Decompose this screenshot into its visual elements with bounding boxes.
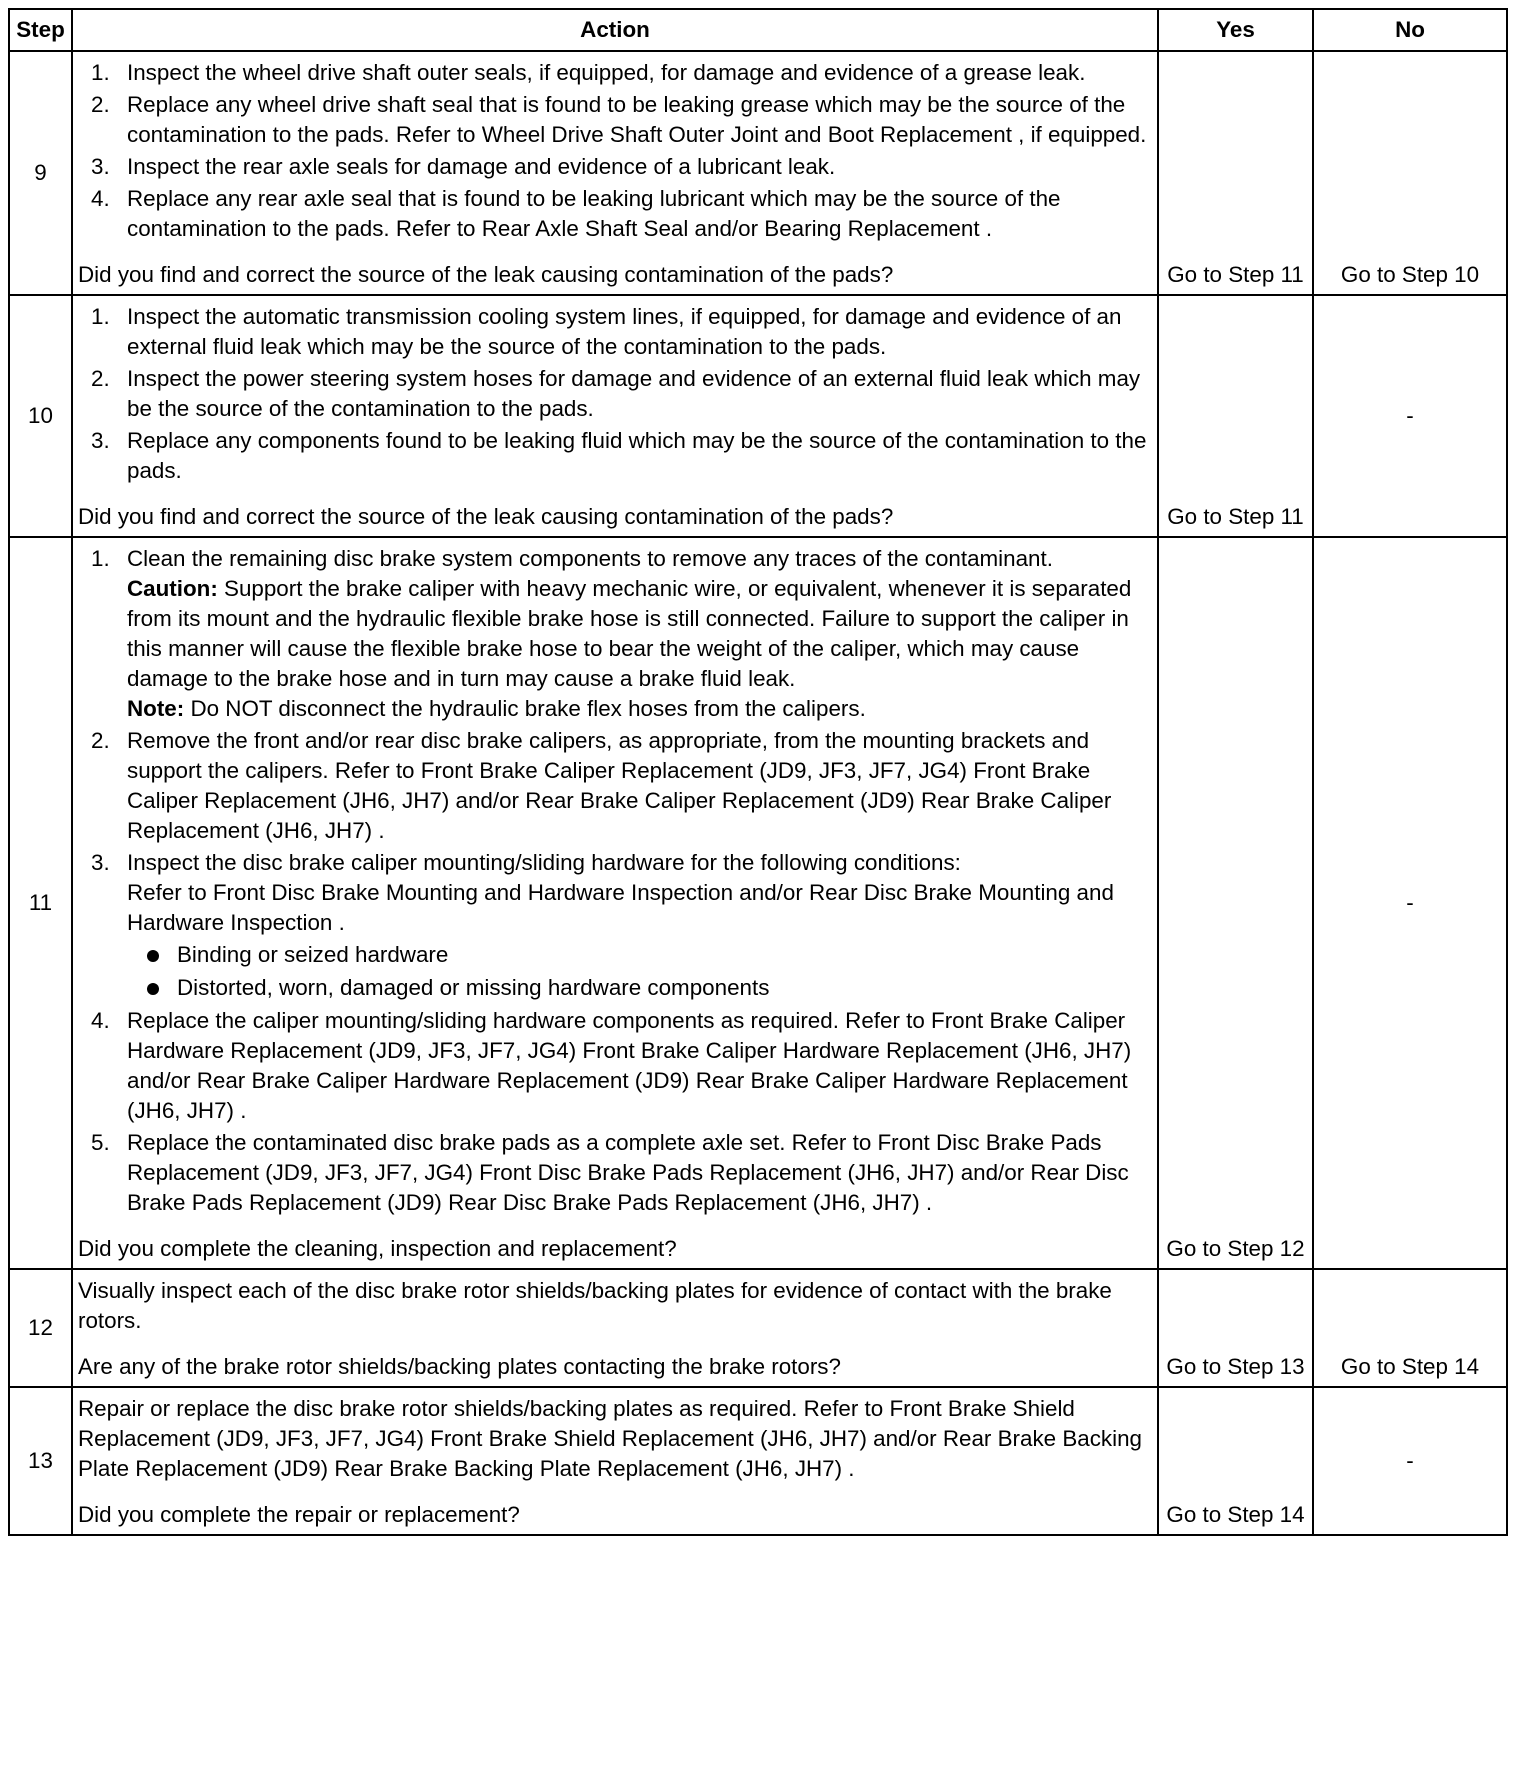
- header-yes: Yes: [1158, 9, 1313, 51]
- action-list: [78, 544, 1153, 1218]
- header-action: Action: [72, 9, 1158, 51]
- step-number: 10: [9, 295, 72, 537]
- table-row: [9, 1269, 1507, 1387]
- action-cell: [72, 295, 1158, 537]
- item-number: 5.: [91, 1130, 110, 1155]
- list-item: [91, 1128, 1153, 1218]
- table-row: [9, 537, 1507, 1269]
- no-cell: [1313, 1387, 1507, 1535]
- yes-cell: [1158, 295, 1313, 537]
- list-item: [91, 90, 1153, 150]
- list-item: [91, 544, 1153, 724]
- list-item: [91, 1006, 1153, 1126]
- no-cell: [1313, 1269, 1507, 1387]
- info-note: [127, 694, 1153, 724]
- yes-cell: [1158, 537, 1313, 1269]
- item-text: Inspect the rear axle seals for damage and evidence of a lubricant leak.: [127, 154, 836, 179]
- item-text: Clean the remaining disc brake system components to remove any traces of the contaminant.: [127, 546, 1053, 571]
- item-text: Replace the contaminated disc brake pads as a complete axle set. Refer to Front Disc Brake Pads Replacement (JD9, JF3, JF7, JG4) Front Disc Brake Pads Replacement (JH6, JH7) and/or Rear Disc Brake Pads Replacement (JD9) Rear Disc Brake Pads Replacement (JH6, JH7) .: [127, 1130, 1129, 1215]
- no-cell: [1313, 537, 1507, 1269]
- action-text: Repair or replace the disc brake rotor shields/backing plates as required. Refer to Front Brake Shield Replacement (JD9, JF3, JF7, JG4) Front Brake Shield Replacement (JH6, JH7) and/or Rear Brake Backing Plate Replacement (JD9) Rear Brake Backing Plate Replacement (JH6, JH7) .: [78, 1396, 1142, 1481]
- action-cell: [72, 1387, 1158, 1535]
- caution-label: Caution:: [127, 576, 218, 601]
- item-number: 2.: [91, 92, 110, 117]
- caution-note: [127, 574, 1153, 694]
- note-text: Do NOT disconnect the hydraulic brake flex hoses from the calipers.: [184, 696, 866, 721]
- step-number: 12: [9, 1269, 72, 1387]
- item-text: Replace any components found to be leaking fluid which may be the source of the contamination to the pads.: [127, 428, 1147, 483]
- no-action: -: [1406, 890, 1414, 915]
- list-item: [91, 726, 1153, 846]
- list-item: [91, 184, 1153, 244]
- step-number: 13: [9, 1387, 72, 1535]
- condition-item: Distorted, worn, damaged or missing hardware components: [177, 973, 1153, 1003]
- item-text: Inspect the power steering system hoses for damage and evidence of an external fluid leak which may be the source of the contamination to the pads.: [127, 366, 1141, 421]
- action-list: [78, 302, 1153, 486]
- action-cell: [72, 1269, 1158, 1387]
- yes-action: Go to Step 12: [1166, 1236, 1305, 1261]
- item-text: Replace any rear axle seal that is found to be leaking lubricant which may be the source of the contamination to the pads. Refer to Rear Axle Shaft Seal and/or Bearing Replacement .: [127, 186, 1061, 241]
- item-number: 3.: [91, 154, 110, 179]
- condition-list: [127, 940, 1153, 1003]
- item-number: 1.: [91, 304, 110, 329]
- diagnostic-sheet: [8, 8, 1506, 1536]
- yes-cell: [1158, 1269, 1313, 1387]
- table-row: [9, 51, 1507, 295]
- header-row: [9, 9, 1507, 51]
- step-question: Did you find and correct the source of the leak causing contamination of the pads?: [78, 504, 894, 529]
- yes-action: Go to Step 14: [1166, 1502, 1305, 1527]
- item-text: Inspect the automatic transmission cooling system lines, if equipped, for damage and evidence of an external fluid leak which may be the source of the contamination to the pads.: [127, 304, 1122, 359]
- no-action: Go to Step 14: [1340, 1354, 1480, 1379]
- item-number: 3.: [91, 850, 110, 875]
- note-label: Note:: [127, 696, 185, 721]
- item-text: Inspect the wheel drive shaft outer seals, if equipped, for damage and evidence of a grease leak.: [127, 60, 1086, 85]
- table-row: [9, 295, 1507, 537]
- step-number: 11: [9, 537, 72, 1269]
- no-action: -: [1406, 1448, 1414, 1473]
- item-number: 4.: [91, 186, 110, 211]
- item-number: 2.: [91, 366, 110, 391]
- item-text: Replace the caliper mounting/sliding hardware components as required. Refer to Front Brake Caliper Hardware Replacement (JD9, JF3, JF7, JG4) Front Brake Caliper Hardware Replacement (JH6, JH7) and/or Rear Brake Caliper Hardware Replacement (JD9) Rear Brake Caliper Hardware Replacement (JH6, JH7) .: [127, 1008, 1132, 1123]
- no-action: Go to Step 10: [1340, 262, 1480, 287]
- action-list: [78, 58, 1153, 244]
- step-question: Are any of the brake rotor shields/backing plates contacting the brake rotors?: [78, 1354, 841, 1379]
- no-action: -: [1406, 403, 1414, 428]
- caution-text: Support the brake caliper with heavy mechanic wire, or equivalent, whenever it is separated from its mount and the hydraulic flexible brake hose is still connected. Failure to support the caliper in this manner will cause the flexible brake hose to bear the weight of the caliper, which may cause damage to the brake hose and in turn may cause a brake fluid leak.: [127, 576, 1132, 691]
- step-question: Did you complete the repair or replacement?: [78, 1502, 520, 1527]
- condition-item: Binding or seized hardware: [177, 940, 1153, 970]
- header-step: Step: [9, 9, 72, 51]
- list-item: [91, 58, 1153, 88]
- item-number: 1.: [91, 546, 110, 571]
- header-no: No: [1313, 9, 1507, 51]
- list-item: [91, 302, 1153, 362]
- list-item: [91, 426, 1153, 486]
- list-item: [91, 848, 1153, 1003]
- yes-action: Go to Step 13: [1166, 1354, 1305, 1379]
- list-item: [91, 364, 1153, 424]
- yes-cell: [1158, 1387, 1313, 1535]
- item-text: Remove the front and/or rear disc brake calipers, as appropriate, from the mounting brackets and support the calipers. Refer to Front Brake Caliper Replacement (JD9, JF3, JF7, JG4) Front Brake Caliper Replacement (JH6, JH7) and/or Rear Brake Caliper Replacement (JD9) Rear Brake Caliper Replacement (JH6, JH7) .: [127, 728, 1112, 843]
- yes-action: Go to Step 11: [1167, 262, 1304, 287]
- item-number: 2.: [91, 728, 110, 753]
- action-cell: [72, 537, 1158, 1269]
- step-question: Did you find and correct the source of the leak causing contamination of the pads?: [78, 262, 894, 287]
- item-reference: Refer to Front Disc Brake Mounting and Hardware Inspection and/or Rear Disc Brake Mounting and Hardware Inspection .: [127, 880, 1114, 935]
- yes-action: Go to Step 11: [1167, 504, 1304, 529]
- no-cell: [1313, 51, 1507, 295]
- item-number: 4.: [91, 1008, 110, 1033]
- item-number: 3.: [91, 428, 110, 453]
- item-text: Inspect the disc brake caliper mounting/sliding hardware for the following conditions:: [127, 850, 961, 875]
- yes-cell: [1158, 51, 1313, 295]
- action-text: Visually inspect each of the disc brake rotor shields/backing plates for evidence of contact with the brake rotors.: [78, 1278, 1112, 1333]
- step-question: Did you complete the cleaning, inspection and replacement?: [78, 1236, 677, 1261]
- action-cell: [72, 51, 1158, 295]
- list-item: [91, 152, 1153, 182]
- step-number: 9: [9, 51, 72, 295]
- diagnostic-table: [8, 8, 1508, 1536]
- no-cell: [1313, 295, 1507, 537]
- table-row: [9, 1387, 1507, 1535]
- item-text: Replace any wheel drive shaft seal that is found to be leaking grease which may be the source of the contamination to the pads. Refer to Wheel Drive Shaft Outer Joint and Boot Replacement , if equipped.: [127, 92, 1147, 147]
- item-number: 1.: [91, 60, 110, 85]
